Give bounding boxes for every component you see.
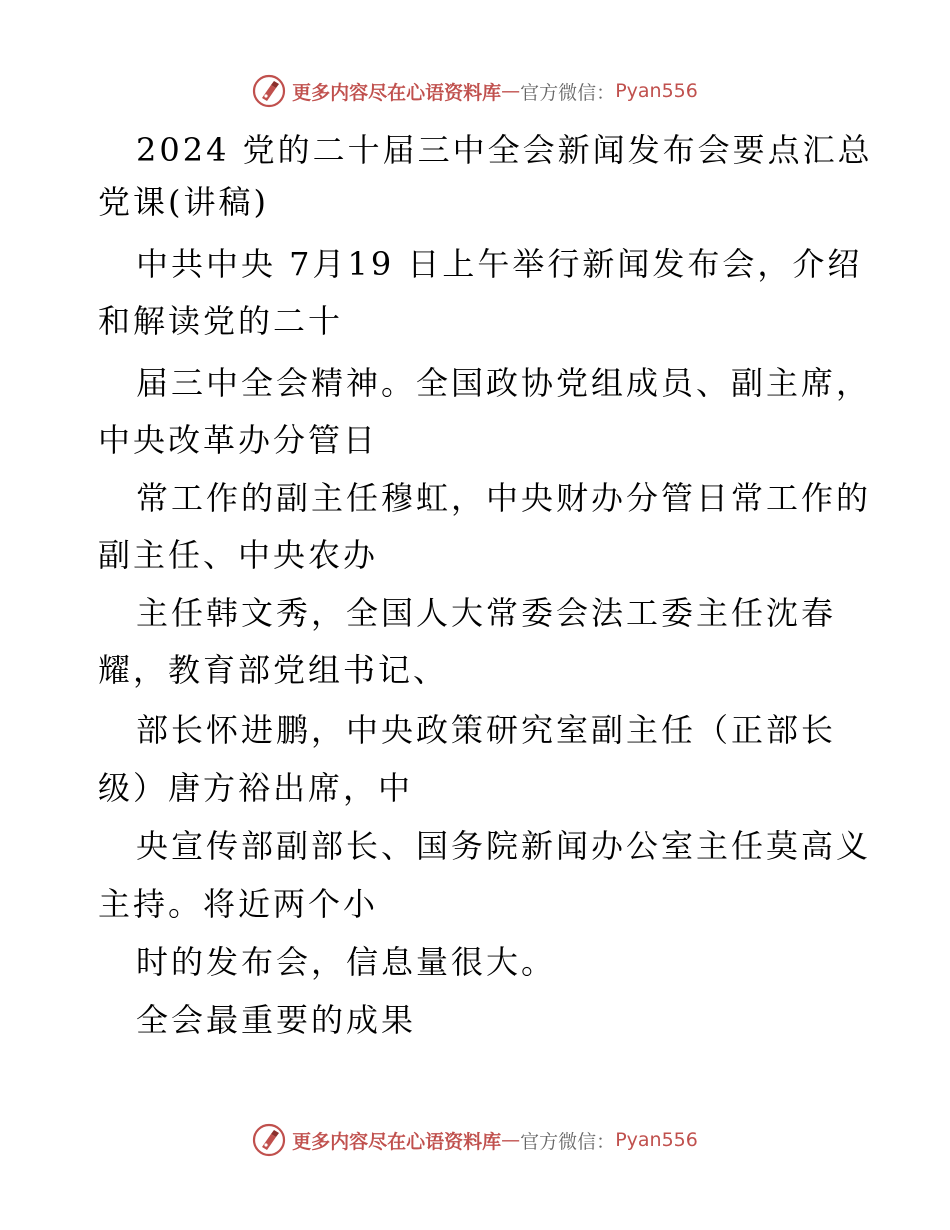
watermark-title: 更多内容尽在心语资料库 <box>292 81 502 104</box>
paragraph-line: 主任韩文秀，全国人大常委会法工委主任沈春 <box>136 594 837 632</box>
watermark-wechat-id: Pyan556 <box>615 1129 698 1151</box>
document-title-line-1: 2024 党的二十届三中全会新闻发布会要点汇总 <box>136 131 873 169</box>
paragraph-line: 级）唐方裕出席，中 <box>98 769 414 807</box>
paragraph-line: 常工作的副主任穆虹，中央财办分管日常工作的 <box>136 479 872 517</box>
header-watermark <box>0 71 950 111</box>
paragraph-line: 耀，教育部党组书记、 <box>98 651 449 689</box>
paragraph-line: 部长怀进鹏，中央政策研究室副主任（正部长 <box>136 711 837 749</box>
watermark-wechat-label: 官方微信： <box>520 1130 616 1153</box>
footer-watermark <box>0 1120 950 1160</box>
paragraph-line: 时的发布会，信息量很大。 <box>136 943 557 981</box>
paragraph-line: 届三中全会精神。全国政协党组成员、副主席， <box>136 364 872 402</box>
watermark-title: 更多内容尽在心语资料库 <box>292 1130 502 1153</box>
paragraph-line: 央宣传部副部长、国务院新闻办公室主任莫高义 <box>136 827 872 865</box>
paragraph-line: 中共中央 7月19 日上午举行新闻发布会，介绍 <box>136 245 863 283</box>
paragraph-line: 副主任、中央农办 <box>98 536 379 574</box>
document-title-line-2: 党课(讲稿) <box>98 183 269 221</box>
pen-nib-logo-icon <box>252 74 286 108</box>
paragraph-line: 主持。将近两个小 <box>98 885 379 923</box>
watermark-wechat-label: 官方微信： <box>520 81 616 104</box>
section-heading: 全会最重要的成果 <box>136 1001 417 1039</box>
watermark-dash: — <box>501 1129 521 1151</box>
watermark-dash: — <box>501 80 521 102</box>
pen-nib-logo-icon <box>252 1123 286 1157</box>
paragraph-line: 和解读党的二十 <box>98 302 344 340</box>
watermark-wechat-id: Pyan556 <box>615 80 698 102</box>
paragraph-line: 中央改革办分管日 <box>98 421 379 459</box>
